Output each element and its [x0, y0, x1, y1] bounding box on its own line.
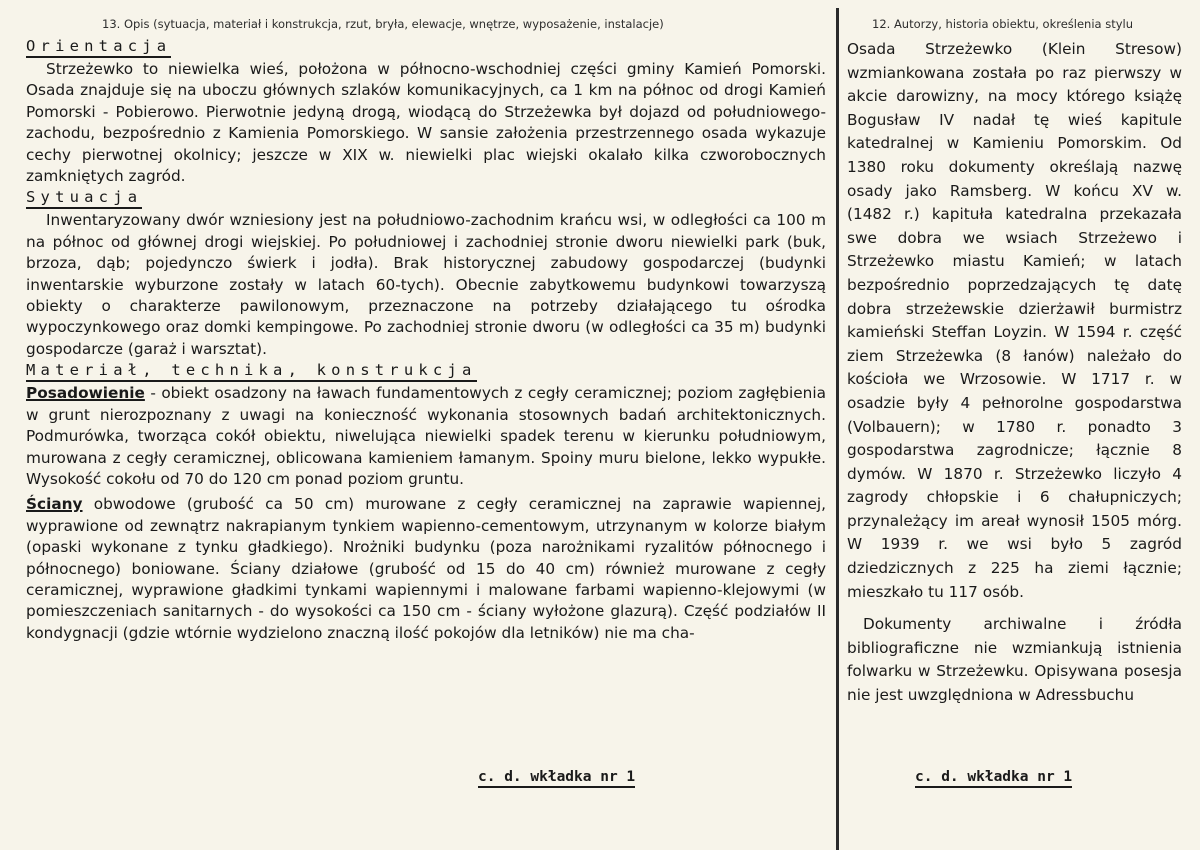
column-divider	[836, 8, 839, 850]
posadowienie-paragraph	[26, 383, 826, 490]
posadowienie-label: Posadowienie	[26, 384, 145, 403]
history-column	[847, 38, 1182, 708]
orientacja-paragraph: Strzeżewko to niewielka wieś, położona w północno-wschodniej części gminy Kamień Pomorski. Osada znajduje się na uboczu głównych szlaków komunikacyjnych, ca 1 km na północ od drogi Kamień Pomorski - Pobierowo. Pierwotnie jedyną drogą, wiodącą do Strzeżewka był dojazd od południowego-zachodu, bezpośrednio z Kamienia Pomorskiego. W sansie założenia przestrzennego osada wykazuje cechy pierwotnej okolnicy; jeszcze w XIX w. niewielki plac wiejski okalało kilka czworobocznych zamkniętych zagród.	[26, 60, 826, 186]
history-paragraph-1: Osada Strzeżewko (Klein Stresow) wzmiankowana została po raz pierwszy w akcie darowizny, na mocy którego książę Bogusław IV nadał tę wieś kapitule katedralnej w Kamieniu Pomorskim. Od 1380 roku dokumenty określają nazwę osady jako Ramsberg. W końcu XV w. (1482 r.) kapituła katedralna przekazała swe dobra we wsiach Strzeżewo i Strzeżewko miastu Kamień; w latach bezpośrednio poprzedzających tę datę dobra strzeżewskie dzierżawił burmistrz kamieński Steffan Loyzin. W 1594 r. część ziem Strzeżewka (8 łanów) należało do kościoła we Wrzosowie. W 1717 r. w osadzie były 4 pełnorolne gospodarstwa (Volbauern); w 1780 r. ponadto 3 gospodarstwa zagrodnicze; łącznie 8 dymów. W 1870 r. Strzeżewko liczyło 4 zagrody chłopskie i 6 chałupniczych; przynależący im areał wynosił 1505 mórg. W 1939 r. we wsi było 5 zagród dziedzicznych z 225 ha ziemi łącznie; mieszkało tu 117 osób.	[847, 40, 1182, 601]
sciany-text: obwodowe (grubość ca 50 cm) murowane z cegły ceramicznej na zaprawie wapiennej, wyprawione od zewnątrz nakrapianym tynkiem wapienno-cementowym, utrzynanym w kolorze białym (opaski wykonane z tynku gładkiego). Nrożniki budynku (poza narożnikami ryzalitów północnego i północnego) boniowane. Ściany działowe (grubość od 15 do 40 cm) również murowane z cegły ceramicznej, wyprawione gładkimi tynkami wapiennymi i malowane farbami wapienno-klejowymi (w pomieszczeniach sanitarnych - do wysokości ca 150 cm - ściany wyłożone glazurą). Część podziałów II kondygnacji (gdzie wtórnie wydzielono znaczną ilość pokojów dla letników) nie ma cha-	[26, 495, 826, 642]
left-column-header: 13. Opis (sytuacja, materiał i konstrukcja, rzut, bryła, elewacje, wnętrze, wyposażenie, instalacje)	[102, 17, 664, 31]
sciany-paragraph	[26, 494, 826, 644]
right-column-header: 12. Autorzy, historia obiektu, określenia stylu	[872, 17, 1134, 31]
history-paragraph-2: Dokumenty archiwalne i źródła bibliograficzne nie wzmiankują istnienia folwarku w Strzeżewku. Opisywana posesja nie jest uwzględniona w Adressbuchu	[847, 615, 1182, 705]
posadowienie-text: - obiekt osadzony na ławach fundamentowych z cegły ceramicznej; poziom zagłębienia w grunt nierozpoznany z uwagi na konieczność wykonania stosownych badań architektonicznych. Podmurówka, tworząca cokół obiektu, niwelująca niewielki spadek terenu w kierunku południowym, murowana z cegły ceramicznej, oblicowana kamieniem łamanym. Spoiny muru bielone, lekko wypukłe. Wysokość cokołu od 70 do 120 cm ponad poziom gruntu.	[26, 384, 826, 488]
material-heading: Materiał, technika, konstrukcja	[26, 361, 477, 382]
sytuacja-heading: Sytuacja	[26, 188, 142, 209]
sciany-label: Ściany	[26, 495, 83, 514]
right-continued-note: c. d. wkładka nr 1	[915, 768, 1072, 788]
sytuacja-paragraph: Inwentaryzowany dwór wzniesiony jest na południowo-zachodnim krańcu wsi, w odległości ca 100 m na północ od głównej drogi wiejskiej. Po południowej i zachodniej stronie dworu niewielki park (buk, brzoza, dąb; pojedynczo świerk i jodła). Brak historycznej zabudowy gospodarczej (budynki inwentarskie wyburzone zostały w latach 60-tych). Obecnie zabytkowemu budynkowi towarzyszą obiekty o charakterze pawilonowym, przeznaczone na potrzeby działającego tu ośrodka wypoczynkowego oraz domki kempingowe. Po zachodniej stronie dworu (w odległości ca 35 m) budynki gospodarcze (garaż i warsztat).	[26, 211, 826, 358]
orientacja-heading: Orientacja	[26, 37, 171, 58]
left-continued-note: c. d. wkładka nr 1	[478, 768, 635, 788]
description-column	[26, 36, 826, 644]
